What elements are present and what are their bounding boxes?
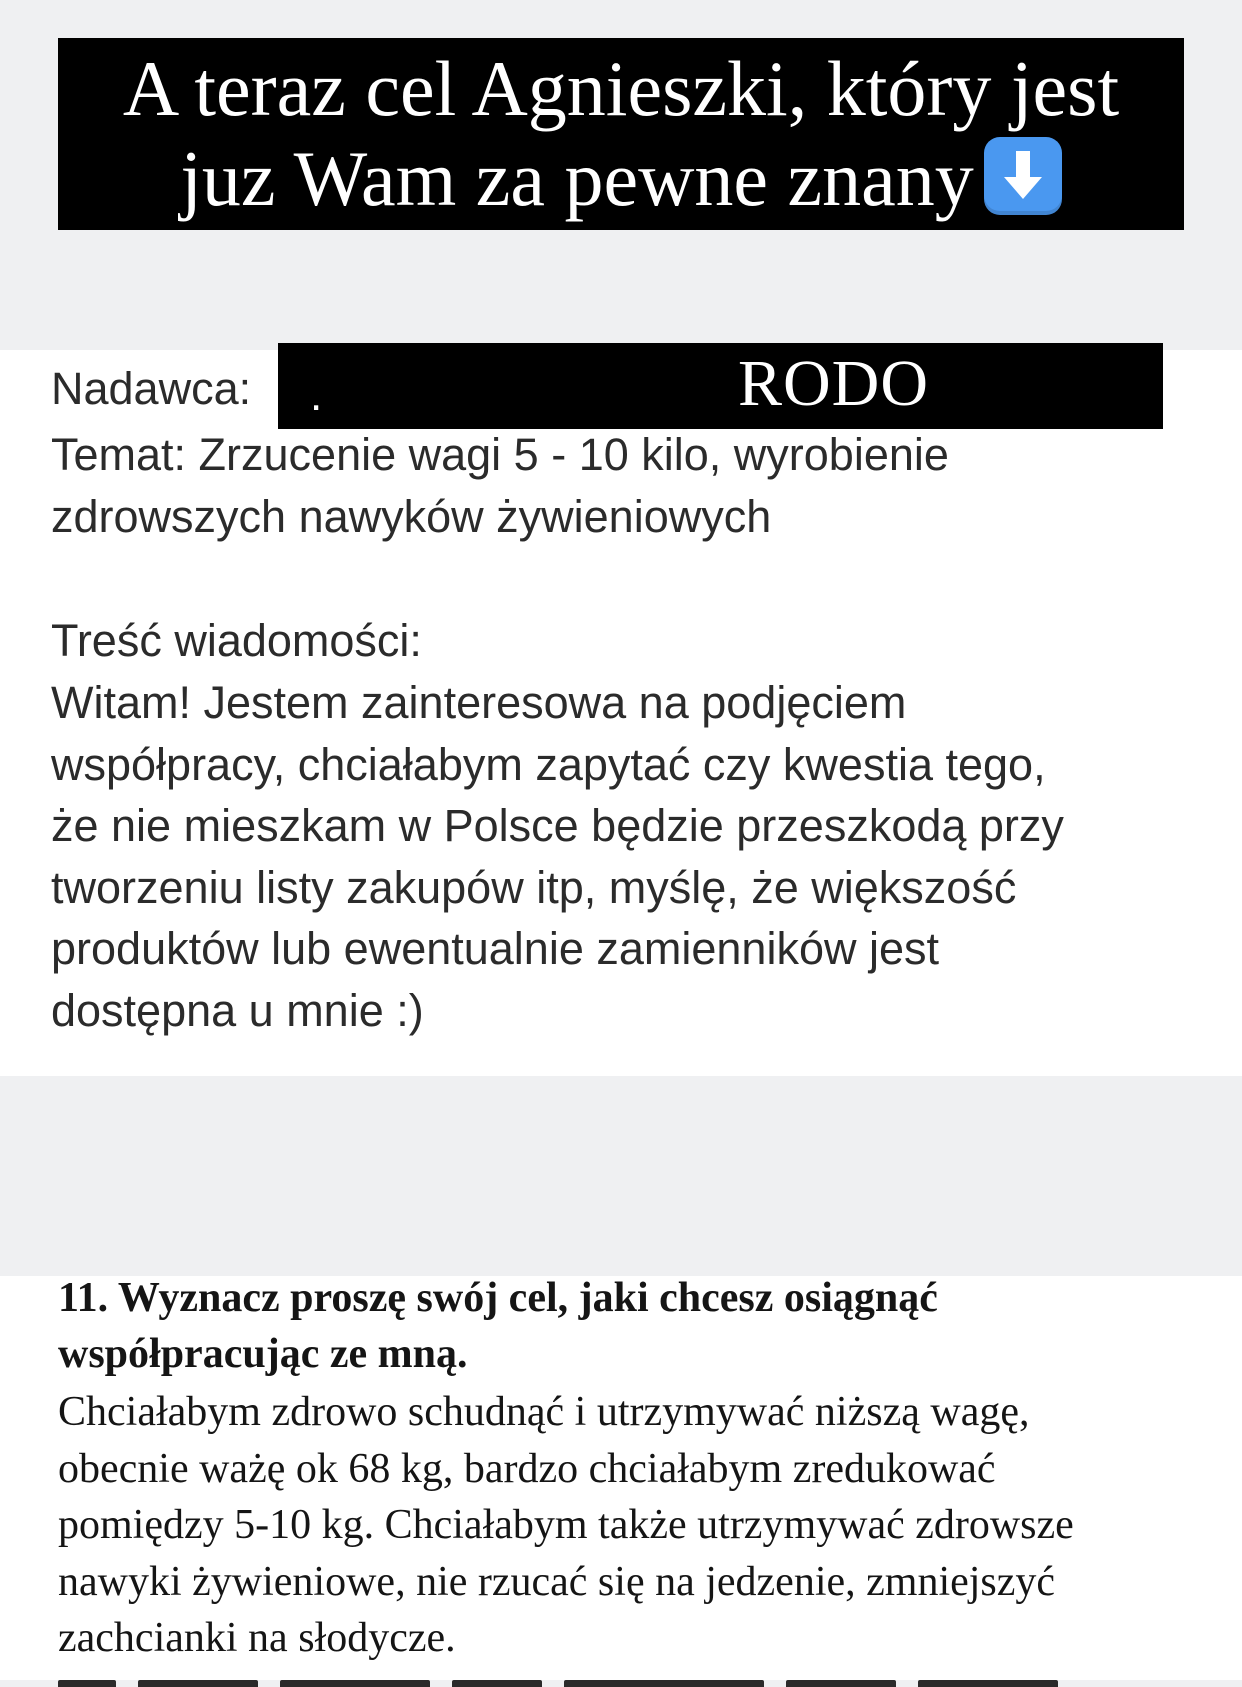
message-body-label: Treść wiadomości: (51, 615, 422, 666)
subject-line: Temat: Zrzucenie wagi 5 - 10 kilo, wyrobienie (51, 429, 949, 480)
banner-title-line-1: A teraz cel Agnieszki, który jest (122, 45, 1120, 132)
sender-label: Nadawca: (51, 363, 252, 414)
email-subject (51, 424, 949, 547)
question-line: 11. Wyznacz proszę swój cel, jaki chcesz osiągnąć (58, 1275, 938, 1321)
body-line: że nie mieszkam w Polsce będzie przeszkodą przy (51, 800, 1064, 851)
answer-line: obecnie ważę ok 68 kg, bardzo chciałabym zredukować (58, 1445, 996, 1492)
title-banner (58, 38, 1184, 230)
subject-line: zdrowszych nawyków żywieniowych (51, 490, 772, 542)
answer-line: nawyki żywieniowe, nie rzucać się na jedzenie, zmniejszyć (58, 1558, 1056, 1605)
message-body (51, 672, 1064, 1041)
body-line: produktów lub ewentualnie zamienników jest (51, 923, 940, 974)
question-line: współpracując ze mną. (58, 1331, 468, 1377)
question-answer (58, 1384, 1074, 1667)
body-line: Witam! Jestem zainteresowa na podjęciem (51, 677, 907, 728)
cropped-next-question (58, 1674, 1188, 1687)
body-line: współpracy, chciałabym zapytać czy kwestia tego, (51, 738, 1046, 790)
redaction-label: RODO (738, 347, 930, 420)
body-line: dostępna u mnie :) (51, 984, 424, 1036)
banner-title-line-2-text: juz Wam za pewne znany (180, 135, 974, 222)
answer-line: Chciałabym zdrowo schudnąć i utrzymywać niższą wagę, (58, 1389, 1030, 1435)
redaction-dot: . (310, 371, 323, 420)
banner-title-line-2 (58, 134, 1184, 224)
body-line: tworzeniu listy zakupów itp, myślę, że większość (51, 861, 1017, 913)
answer-line: pomiędzy 5-10 kg. Chciałabym także utrzymywać zdrowsze (58, 1502, 1074, 1548)
down-arrow-icon (984, 137, 1062, 215)
answer-line: zachcianki na słodycze. (58, 1615, 456, 1661)
redaction-box (278, 343, 1163, 429)
question-title (58, 1270, 938, 1382)
